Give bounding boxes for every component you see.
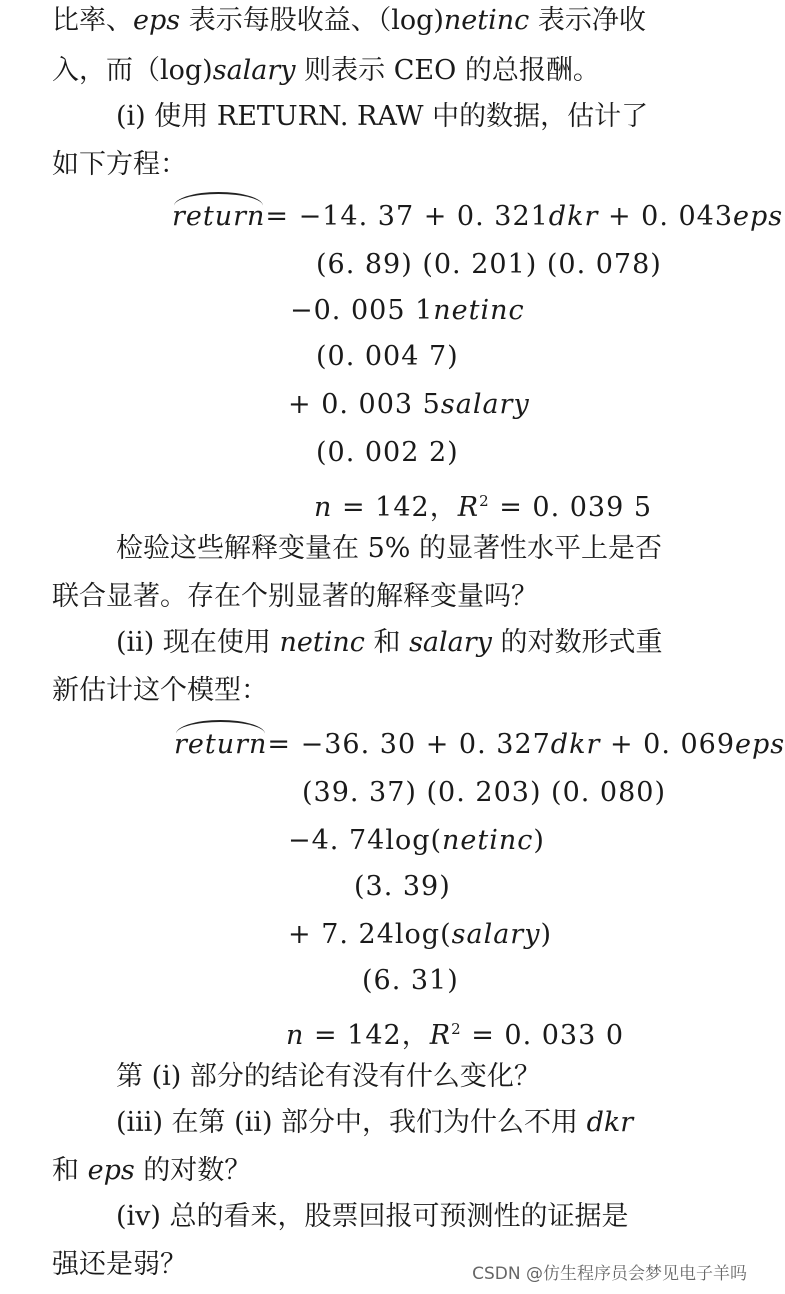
equation-1-term-2 [290,294,525,328]
var-eps: eps [733,201,784,232]
text: + 0. 043 [598,201,734,232]
var-dkr: dkr [548,201,599,232]
part-ii-line-1 [116,626,663,660]
var-n: n [286,1020,305,1051]
intro-line-1 [52,4,646,38]
var-salary: salary [451,919,541,950]
var-eps: eps [735,729,785,760]
return-hat: return [174,729,268,760]
text: = 0. 033 0 [461,1020,625,1051]
part-iii-line-2 [52,1154,251,1188]
var-dkr: dkr [550,729,601,760]
text: = −14. 37 + 0. 321 [265,201,549,232]
equation-2-se-2: (3. 39) [354,871,451,902]
text: 的对数？ [134,1155,252,1186]
text: = 142， [332,492,458,523]
var-r: R [429,1020,452,1051]
part-iv-line-2: 强还是弱？ [52,1249,187,1280]
text: 比率、 [52,5,133,36]
equation-1-se-3: (0. 002 2) [316,437,459,468]
equation-1-main [172,200,783,234]
text: 和 [52,1155,88,1186]
equation-1-se-2: (0. 004 7) [316,341,459,372]
text: 表示净收 [529,5,646,36]
superscript: 2 [479,492,490,510]
var-eps: eps [87,1155,135,1186]
part-iv-line-1: (iv) 总的看来，股票回报可预测性的证据是 [116,1201,629,1232]
part-iii-line-1 [116,1106,633,1140]
var-n: n [314,492,333,523]
watermark: CSDN @仿生程序员会梦见电子羊吗 [472,1264,747,1284]
var-r: R [457,492,480,523]
text: ) [540,919,553,950]
text: = 0. 039 5 [489,492,653,523]
text: 入，而（log) [52,55,213,86]
superscript: 2 [451,1020,462,1038]
text: = −36. 30 + 0. 327 [267,729,551,760]
var-netinc: netinc [443,5,530,36]
part-i-line-2: 如下方程： [52,149,187,180]
q1-line-1: 检验这些解释变量在 5% 的显著性水平上是否 [116,533,662,564]
var-salary: salary [409,627,492,658]
var-dkr: dkr [586,1107,634,1138]
equation-2-stats [286,1012,624,1053]
return-hat: return [172,201,266,232]
text: 则表示 CEO 的总报酬。 [295,55,600,86]
equation-2-se-1: (39. 37) (0. 203) (0. 080) [302,777,667,808]
q1-line-2: 联合显著。存在个别显著的解释变量吗？ [52,581,538,612]
var-salary: salary [212,55,296,86]
part-i-line-1: (i) 使用 RETURN. RAW 中的数据，估计了 [116,101,649,132]
part-ii-line-2: 新估计这个模型： [52,675,268,706]
equation-2-se-3: (6. 31) [362,965,459,996]
text: + 7. 24log( [288,919,452,950]
text: (iii) 在第 (ii) 部分中，我们为什么不用 [116,1107,587,1138]
text: + 0. 003 5 [288,389,441,420]
text: −0. 005 1 [290,295,434,326]
text: ) [533,825,545,856]
intro-line-2 [52,54,600,88]
text: = 142， [304,1020,430,1051]
var-netinc: netinc [433,295,525,326]
equation-1-se-1: (6. 89) (0. 201) (0. 078) [316,249,662,280]
text: 的对数形式重 [491,627,663,658]
text: 表示每股收益、（log) [180,5,444,36]
text: + 0. 069 [600,729,736,760]
q2-line-1: 第 (i) 部分的结论有没有什么变化？ [116,1061,541,1092]
equation-2-main [174,728,785,762]
text: 和 [364,627,410,658]
var-netinc: netinc [442,825,534,856]
text: (ii) 现在使用 [116,627,280,658]
equation-2-term-3 [288,918,552,952]
text: −4. 74log( [288,825,443,856]
equation-1-term-3 [288,388,530,422]
var-netinc: netinc [279,627,365,658]
var-salary: salary [440,389,530,420]
equation-2-term-2 [288,824,545,858]
var-eps: eps [133,5,181,36]
equation-1-stats [314,484,652,525]
